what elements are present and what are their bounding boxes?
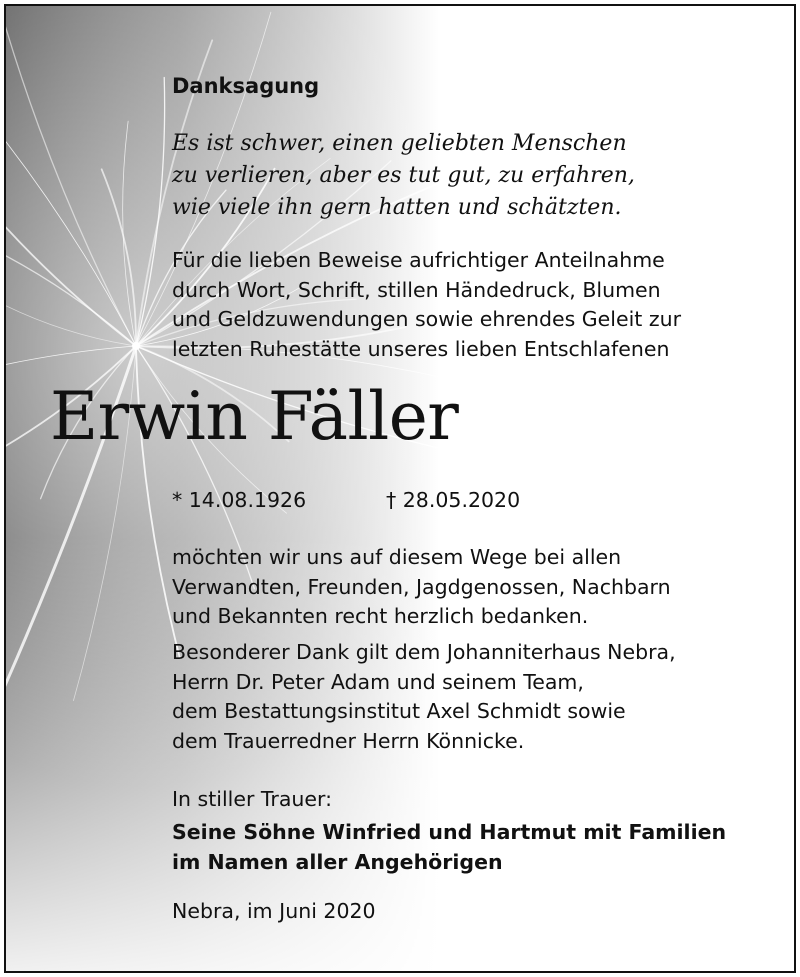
intro-line: durch Wort, Schrift, stillen Händedruck, Blumen <box>172 277 661 302</box>
special-thanks-paragraph <box>172 638 676 756</box>
quote-line: zu verlieren, aber es tut gut, zu erfahren, <box>172 163 635 188</box>
intro-line: Für die lieben Beweise aufrichtiger Anteilnahme <box>172 248 665 272</box>
special-line: Herrn Dr. Peter Adam und seinem Team, <box>172 669 584 694</box>
mourning-label: In stiller Trauer: <box>172 787 332 811</box>
intro-line: letzten Ruhestätte unseres lieben Entschlafenen <box>172 336 670 361</box>
thanks-line: und Bekannten recht herzlich bedanken. <box>172 604 589 628</box>
signer-line: Seine Söhne Winfried und Hartmut mit Familien <box>172 820 727 844</box>
obituary-notice <box>4 4 796 973</box>
quote-line: wie viele ihn gern hatten und schätzten. <box>172 195 622 220</box>
birth-date: * 14.08.1926 <box>172 488 307 512</box>
intro-line: und Geldzuwendungen sowie ehrendes Geleit zur <box>172 307 682 331</box>
thanks-line: möchten wir uns auf diesem Wege bei allen <box>172 545 622 569</box>
place-date: Nebra, im Juni 2020 <box>172 899 376 923</box>
special-line: dem Trauerredner Herrn Könnicke. <box>172 728 525 753</box>
special-line: dem Bestattungsinstitut Axel Schmidt sowie <box>172 699 626 723</box>
intro-paragraph <box>172 246 681 364</box>
death-date: † 28.05.2020 <box>386 488 521 512</box>
thanks-line: Verwandten, Freunden, Jagdgenossen, Nachbarn <box>172 574 671 599</box>
heading: Danksagung <box>172 74 320 98</box>
special-line: Besonderer Dank gilt dem Johanniterhaus Nebra, <box>172 640 676 664</box>
signers <box>172 817 726 877</box>
deceased-name: Erwin Fäller <box>50 378 459 455</box>
signer-line: im Namen aller Angehörigen <box>172 850 503 874</box>
quote <box>172 128 635 224</box>
quote-line: Es ist schwer, einen geliebten Menschen <box>172 131 627 156</box>
thanks-paragraph <box>172 543 671 632</box>
